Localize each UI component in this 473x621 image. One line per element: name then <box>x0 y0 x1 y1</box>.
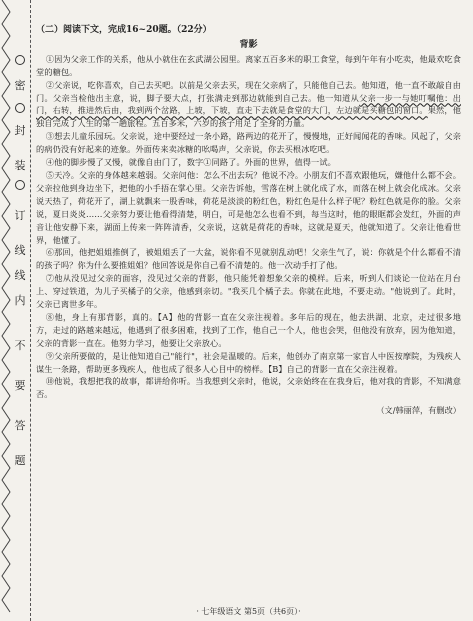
source-attribution: （文/韩丽萍，有删改） <box>376 405 461 416</box>
exam-page <box>36 24 461 614</box>
binding-char: 装 <box>14 159 26 172</box>
paragraph: ⑩他说，我想把我的故事，都讲给你听。当我想到父亲时，他说，父亲始终在在我身后，他对我的背影，不知满意否。 <box>36 376 461 400</box>
binding-char: 封 <box>14 124 26 137</box>
section-heading: （二）阅读下文，完成16~20题。（22分） <box>36 25 212 35</box>
paragraph: ⑨父亲所要做的，是让他知道自己"能行"，社会是温暖的。后来，他创办了南京第一家盲人中医按摩院，为残疾人谋生一条路，帮助更多残疾人，他也成了很多人心目中的榜样。【B】自己的背影一直在父亲注视着。 <box>36 350 461 374</box>
binding-char: 线 <box>14 244 26 257</box>
binding-hole <box>15 180 25 190</box>
paragraph: ③想去儿童乐园玩。父亲说，途中要经过一条小路，路两边的花开了，慢慢地，正好闻闻花的香味。风起了，父亲的病仍没有好起来的迹象。外面传来卖冰糖的吆喝声，父亲说，你去买根冰吃吧。 <box>36 131 461 155</box>
binding-char: 订 <box>14 209 26 222</box>
paragraph: ④他的脚步慢了又慢，就像自由门了，数字①同路了。外面的世界，值得一试。 <box>45 157 336 168</box>
binding-hole <box>15 55 25 65</box>
binding-char: 要 <box>14 379 26 392</box>
paragraph <box>36 79 461 131</box>
underlined-sentence: 父亲一步一与她叮嘱他：出门，右转，推进然后由，我到两个岔路，上坡，下坡，直走下去就是食堂的大门，左边就是买糖包的窗口。 <box>36 92 461 116</box>
paragraph: ①因为父亲工作的关系，他从小就住在玄武湖公园里。离家五百多米的职工食堂，每到午年有小吃卖，他最欢吃食堂的糖包。 <box>36 53 461 77</box>
paragraph-text: 果然，他独自完成了人生的第一趟旅程。五百多米，六岁的孩子用足了全身的力量。 <box>36 105 461 129</box>
paragraph: ⑦他从没见过父亲的面容，没见过父亲的背影，他只能凭着想象父亲的模样。后来，听到人们谈论一位站在月台上、穿过铁道，为儿子买橘子的父亲，他感到亲切。"我买几个橘子去。你就在此地，不要走动。"他说到了。此时，父亲已离世多年。 <box>36 273 461 310</box>
binding-margin <box>0 0 31 621</box>
paragraph-text: ②父亲说，吃你喜欢，自己去买吧。以前是父亲去买，现在父亲病了，只能他自己去。他知道，他一直不敢敲自由门。父亲当检他出主意，说，脚子要大点，打张满走到那边就能到自己去。他一知道从 <box>36 79 461 103</box>
binding-char: 答 <box>14 419 26 432</box>
binding-char: 线 <box>14 269 26 282</box>
paragraph: ⑧他，身上有那背影，真的。【A】他的背影一直在父亲注视着。多年后的现在，他去洪湖、北京，走过很多地方，走过的路越来越远，他遇到了很多困难，找到了工作，他自己一个人，他也会哭，但他没有放弃，因为他知道，父亲的背影一直在。他努力学习，他要让父亲放心。 <box>36 311 461 348</box>
binding-char: 密 <box>14 79 26 92</box>
binding-char: 内 <box>14 294 26 307</box>
page-footer: · 七年级语文 第5页（共6页）· <box>196 607 301 616</box>
paragraph: ⑥那回，他把姐姐推倒了，被姐姐丢了一大盆，说你看不见就别乱动吧！父亲生气了，说：你就是个什么都看不清的孩子吗？你为什么要推姐姐？他回答说是你自己看不清楚的。他一次动手打了他。 <box>36 247 461 271</box>
binding-hole <box>15 103 25 113</box>
binding-zigzag <box>0 0 12 621</box>
binding-char: 题 <box>14 454 26 467</box>
passage-title: 背影 <box>239 39 258 50</box>
binding-char: 不 <box>14 339 26 352</box>
paragraph: ⑤天冷。父亲的身体越来越弱。父亲问他：怎么不出去玩？他说不冷。小朋友们不喜欢跟他玩，嫌他什么都不会。父亲拉他到身边坐下，把他的小手捂在掌心里。父亲告诉他，雪落在树上就化成了水，而落在树上就会化成冰。父亲说天热了，荷花开了，湖上就飘来一股香味，荷花是淡淡的粉红色，粉红色是什么样子呢？粉红色就是你的脸。父亲说，夏日炎炎……父亲努力要让他看得清楚，明白，可是他怎么也看不到，每当这时，他的眼眶都会发红，外面的声音让他安静下来，湖面上传来一阵阵清香，父亲说，这就是荷花的香味，这就是夏天，他就知道了。父亲让他看世界，他懂了。 <box>36 169 461 245</box>
